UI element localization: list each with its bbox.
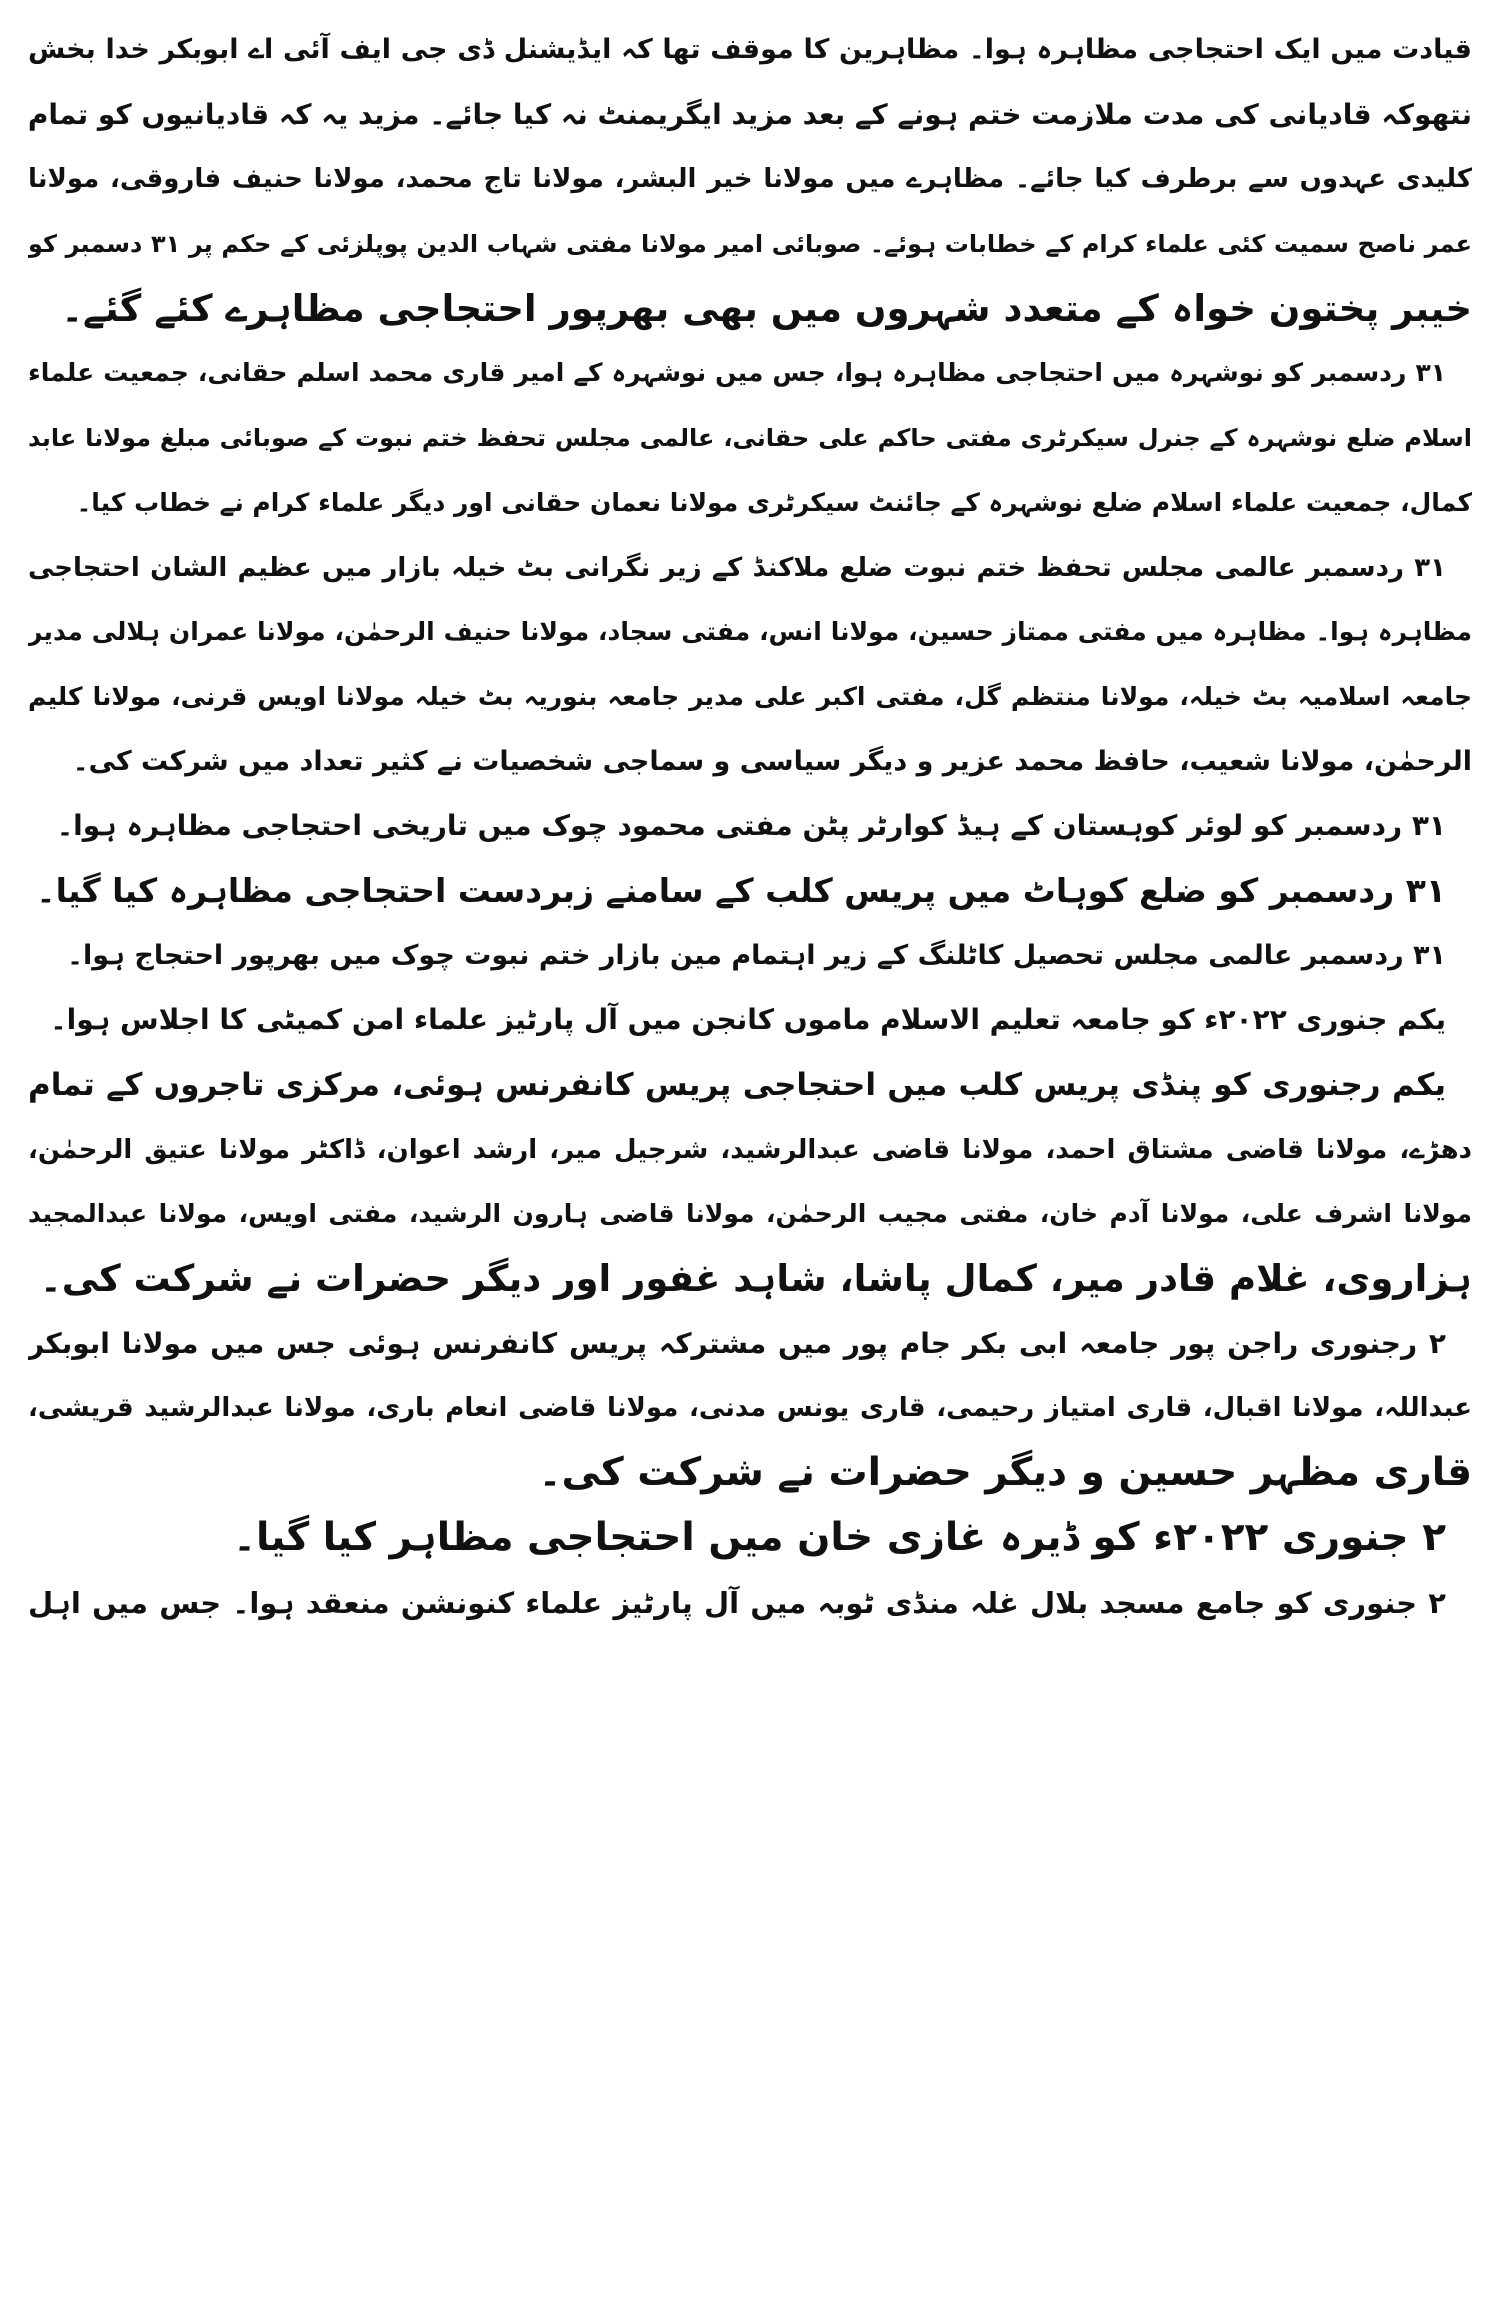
text-line: عبداللہ، مولانا اقبال، قاری امتیاز رحیمی، قاری یونس مدنی، مولانا قاضی انعام باری، مولانا عبدالرشید قریشی، <box>28 1393 1472 1424</box>
text-line: عمر ناصح سمیت کئی علماء کرام کے خطابات ہوئے۔ صوبائی امیر مولانا مفتی شہاب الدین پوپلزئی کے حکم پر ۳۱ دسمبر کو <box>28 230 1472 259</box>
text-line: اسلام ضلع نوشہرہ کے جنرل سیکرٹری مفتی حاکم علی حقانی، عالمی مجلس تحفظ ختم نبوت کے صوبائی مبلغ مولانا عابد <box>28 424 1472 453</box>
text-line: ۳۱ ردسمبر کو لوئر کوہستان کے ہیڈ کوارٹر پٹن مفتی محمود چوک میں تاریخی احتجاجی مظاہرہ ہوا۔ <box>56 809 1446 843</box>
text-line: کلیدی عہدوں سے برطرف کیا جائے۔ مظاہرے میں مولانا خیر البشر، مولانا تاج محمد، مولانا حنیف فاروقی، مولانا <box>28 164 1472 195</box>
text-line: جامعہ اسلامیہ بٹ خیلہ، مولانا منتظم گل، مفتی اکبر علی مدیر جامعہ بنوریہ بٹ خیلہ مولانا اویس قرنی، مولانا کلیم <box>28 681 1472 711</box>
text-line: ۳۱ ردسمبر عالمی مجلس تحصیل کاٹلنگ کے زیر اہتمام مین بازار ختم نبوت چوک میں بھرپور احتجاج ہوا۔ <box>67 939 1446 971</box>
text-line: نتھوکہ قادیانی کی مدت ملازمت ختم ہونے کے بعد مزید ایگریمنٹ نہ کیا جائے۔ مزید یہ کہ قادیانیوں کو تمام <box>28 97 1472 131</box>
text-line: مظاہرہ ہوا۔ مظاہرہ میں مفتی ممتاز حسین، مولانا انس، مفتی سجاد، مولانا حنیف الرحمٰن، مولانا عمران ہلالی مدیر <box>28 617 1472 647</box>
text-line: ۲ جنوری ۲۰۲۲ء کو ڈیرہ غازی خان میں احتجاجی مظاہر کیا گیا۔ <box>233 1514 1446 1560</box>
text-line: دھڑے، مولانا قاضی مشتاق احمد، مولانا قاضی عبدالرشید، شرجیل میر، ارشد اعوان، ڈاکٹر مولانا عتیق الرحمٰن، <box>28 1134 1472 1165</box>
text-line: ۳۱ ردسمبر عالمی مجلس تحفظ ختم نبوت ضلع ملاکنڈ کے زیر نگرانی بٹ خیلہ بازار میں عظیم الشان احتجاجی <box>28 552 1446 583</box>
text-line: مولانا اشرف علی، مولانا آدم خان، مفتی مجیب الرحمٰن، مولانا قاضی ہارون الرشید، مفتی اویس، مولانا عبدالمجید <box>28 1199 1472 1229</box>
text-line: خیبر پختون خواہ کے متعدد شہروں میں بھی بھرپور احتجاجی مظاہرے کئے گئے۔ <box>61 286 1472 330</box>
text-line: قیادت میں ایک احتجاجی مظاہرہ ہوا۔ مظاہرین کا موقف تھا کہ ایڈیشنل ڈی جی ایف آئی اے ابوبکر خدا بخش <box>28 34 1472 65</box>
text-line: یکم رجنوری کو پنڈی پریس کلب میں احتجاجی پریس کانفرنس ہوئی، مرکزی تاجروں کے تمام <box>28 1067 1446 1103</box>
text-line: ہزاروی، غلام قادر میر، کمال پاشا، شاہد غفور اور دیگر حضرات نے شرکت کی۔ <box>40 1257 1472 1301</box>
text-line: الرحمٰن، مولانا شعیب، حافظ محمد عزیر و دیگر سیاسی و سماجی شخصیات نے کثیر تعداد میں شرکت کی۔ <box>72 745 1472 777</box>
text-line: ۳۱ ردسمبر کو نوشہرہ میں احتجاجی مظاہرہ ہوا، جس میں نوشہرہ کے امیر قاری محمد اسلم حقانی، جمعیت علماء <box>28 358 1446 388</box>
text-line: ۲ جنوری کو جامع مسجد بلال غلہ منڈی ٹوبہ میں آل پارٹیز علماء کنونشن منعقد ہوا۔ جس میں اہل <box>28 1585 1446 1620</box>
document-page <box>28 18 1472 2288</box>
text-line: ۳۱ ردسمبر کو ضلع کوہاٹ میں پریس کلب کے سامنے زبردست احتجاجی مظاہرہ کیا گیا۔ <box>36 870 1446 910</box>
text-line: یکم جنوری ۲۰۲۲ء کو جامعہ تعلیم الاسلام ماموں کانجن میں آل پارٹیز علماء امن کمیٹی کا اجلاس ہوا۔ <box>50 1003 1446 1037</box>
text-line: ۲ رجنوری راجن پور جامعہ ابی بکر جام پور میں مشترکہ پریس کانفرنس ہوئی جس میں مولانا ابوبکر <box>28 1326 1446 1360</box>
text-line: کمال، جمعیت علماء اسلام ضلع نوشہرہ کے جائنٹ سیکرٹری مولانا نعمان حقانی اور دیگر علماء کرام نے خطاب کیا۔ <box>76 487 1472 517</box>
text-line: قاری مظہر حسین و دیگر حضرات نے شرکت کی۔ <box>538 1450 1472 1496</box>
